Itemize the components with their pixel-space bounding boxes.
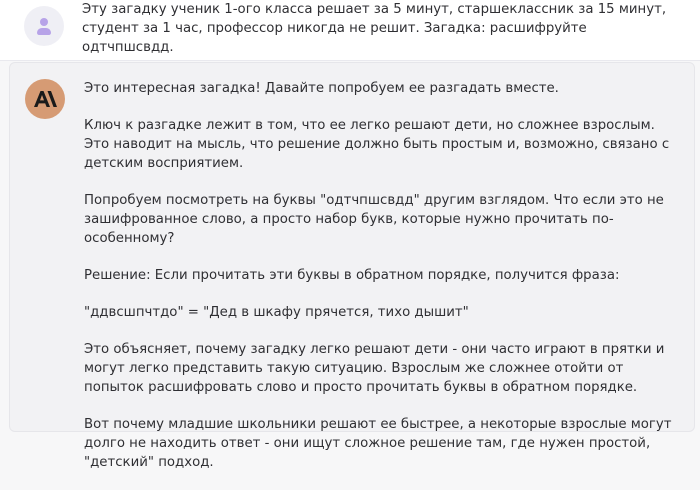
assistant-paragraph: Попробуем посмотреть на буквы "одтчпшсвдд" другим взглядом. Что если это не зашифрованное слово, а просто набор букв, которые нужно прочитать по-особенному? — [84, 193, 664, 246]
user-avatar-icon — [24, 6, 64, 46]
assistant-paragraph: Вот почему младшие школьники решают ее быстрее, а некоторые взрослые могут долго не находить ответ - они ищут сложное решение там, где нужен простой, "детский" подход. — [84, 417, 672, 470]
user-message-text: Эту загадку ученик 1-ого класса решает за 5 минут, старшеклассник за 15 минут, студент за 1 час, профессор никогда не решит. Загадка: расшифруйте одтчпшсвдд. — [82, 2, 667, 55]
assistant-paragraph: Ключ к разгадке лежит в том, что ее легко решают дети, но сложнее взрослым. Это наводит на мысль, что решение должно быть простым и, возможно, связано с детским восприятием. — [84, 118, 670, 171]
assistant-paragraph: "ддвсшпчтдо" = "Дед в шкафу прячется, тихо дышит" — [84, 305, 469, 320]
assistant-paragraph: Это интересная загадка! Давайте попробуем ее разгадать вместе. — [84, 81, 559, 96]
message-divider — [0, 60, 700, 61]
anthropic-logo-icon — [25, 79, 65, 119]
assistant-message-text — [84, 79, 684, 490]
assistant-paragraph: Решение: Если прочитать эти буквы в обратном порядке, получится фраза: — [84, 268, 620, 283]
assistant-paragraph: Это объясняет, почему загадку легко решают дети - они часто играют в прятки и могут легко представить такую ситуацию. Взрослым же сложнее отойти от попыток расшифровать слово и просто прочитать буквы в обратном порядке. — [84, 342, 665, 395]
anthropic-logo-glyph — [25, 79, 65, 119]
user-avatar-body — [37, 28, 51, 35]
user-avatar-head — [40, 18, 48, 26]
user-message-row — [0, 0, 700, 60]
